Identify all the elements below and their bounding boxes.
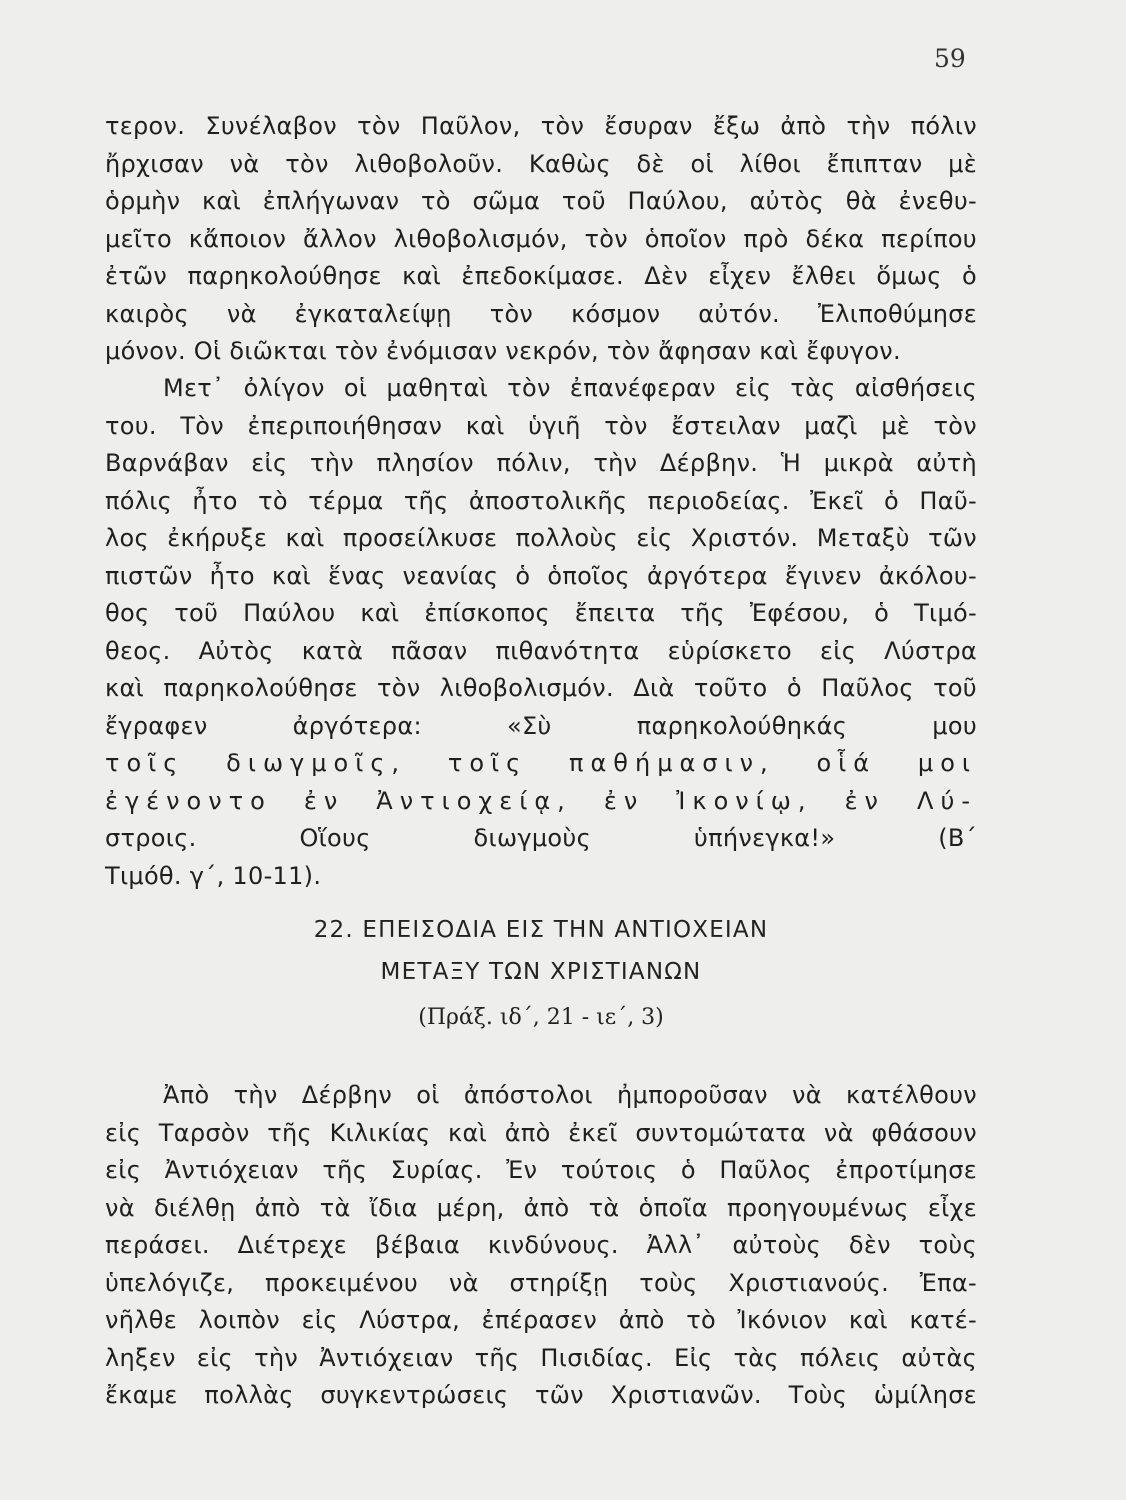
- text-line: λος ἐκήρυξε καὶ προσείλκυσε πολλοὺς εἰς Χριστόν. Μεταξὺ τῶν: [105, 524, 977, 552]
- text-line: ὁρμὴν καὶ ἐπλήγωναν τὸ σῶμα τοῦ Παύλου, αὐτὸς θὰ ἐνεθυ-: [105, 187, 977, 215]
- text-line: τερον. Συνέλαβον τὸν Παῦλον, τὸν ἔσυραν ἔξω ἀπὸ τὴν πόλιν: [105, 112, 977, 140]
- text-line: ληξεν εἰς τὴν Ἀντιόχειαν τῆς Πισιδίας. Εἰς τὰς πόλεις αὐτὰς: [105, 1343, 977, 1372]
- text-line: εἰς Ἀντιόχειαν τῆς Συρίας. Ἐν τούτοις ὁ Παῦλος ἐπροτίμησε: [105, 1156, 977, 1184]
- paragraph-1: [105, 108, 977, 371]
- paragraph-3: [105, 1077, 977, 1415]
- text-line: πόλις ἦτο τὸ τέρμα τῆς ἀποστολικῆς περιοδείας. Ἐκεῖ ὁ Παῦ-: [105, 486, 977, 515]
- text-line: νὰ διέλθῃ ἀπὸ τὰ ἴδια μέρη, ἀπὸ τὰ ὁποῖα προηγουμένως εἶχε: [105, 1193, 977, 1222]
- scripture-reference: (Πράξ. ιδ´, 21 - ιε´, 3): [418, 1005, 664, 1030]
- quote-line: στροις. Οἵους διωγμοὺς ὑπήνεγκα!» (Β´: [105, 824, 977, 852]
- text-line: Βαρνάβαν εἰς τὴν πλησίον πόλιν, τὴν Δέρβην. Ἡ μικρὰ αὐτὴ: [105, 449, 977, 477]
- section-heading: 22. ΕΠΕΙΣΟΔΙΑ ΕΙΣ ΤΗΝ ΑΝΤΙΟΧΕΙΑΝ: [313, 917, 769, 943]
- text-line: ἔκαμε πολλὰς συγκεντρώσεις τῶν Χριστιανῶν. Τοὺς ὡμίλησε: [105, 1381, 977, 1409]
- text-line: θος τοῦ Παύλου καὶ ἐπίσκοπος ἔπειτα τῆς Ἐφέσου, ὁ Τιμό-: [105, 599, 977, 627]
- text-line: πιστῶν ἦτο καὶ ἕνας νεανίας ὁ ὁποῖος ἀργότερα ἔγινεν ἀκόλου-: [105, 561, 977, 590]
- text-line: περάσει. Διέτρεχε βέβαια κινδύνους. Ἀλλ᾽ αὐτοὺς δὲν τοὺς: [105, 1231, 977, 1259]
- paragraph-2: [105, 370, 977, 895]
- text-line: καιρὸς νὰ ἐγκαταλείψῃ τὸν κόσμον αὐτόν. Ἐλιποθύμησε: [105, 299, 977, 328]
- text-line: μεῖτο κἄποιον ἄλλον λιθοβολισμόν, τὸν ὁποῖον πρὸ δέκα περίπου: [105, 224, 977, 253]
- text-line: νῆλθε λοιπὸν εἰς Λύστρα, ἐπέρασεν ἀπὸ τὸ Ἰκόνιον καὶ κατέ-: [105, 1306, 977, 1334]
- text-line: ἐτῶν παρηκολούθησε καὶ ἐπεδοκίμασε. Δὲν εἶχεν ἔλθει ὅμως ὁ: [105, 262, 977, 290]
- quote-line: τοῖς διωγμοῖς, τοῖς παθήμασιν, οἷά μοι: [105, 749, 977, 777]
- section-subheading: ΜΕΤΑΞΥ ΤΩΝ ΧΡΙΣΤΙΑΝΩΝ: [380, 959, 702, 985]
- quote-line: ἐγένοντο ἐν Ἀντιοχείᾳ, ἐν Ἰκονίῳ, ἐν Λύ-: [105, 786, 977, 815]
- text-line: Τιμόθ. γ´, 10-11).: [105, 861, 322, 890]
- text-line: Ἀπὸ τὴν Δέρβην οἱ ἀπόστολοι ἠμποροῦσαν νὰ κατέλθουν: [163, 1081, 977, 1109]
- text-line: μόνον. Οἱ διῶκται τὸν ἐνόμισαν νεκρόν, τὸν ἄφησαν καὶ ἔφυγον.: [105, 337, 901, 365]
- page-number: 59: [934, 44, 966, 73]
- text-line: εἰς Ταρσὸν τῆς Κιλικίας καὶ ἀπὸ ἐκεῖ συντομώτατα νὰ φθάσουν: [105, 1118, 977, 1147]
- text-line: ὑπελόγιζε, προκειμένου νὰ στηρίξῃ τοὺς Χριστιανούς. Ἐπα-: [105, 1268, 977, 1297]
- text-line: καὶ παρηκολούθησε τὸν λιθοβολισμόν. Διὰ τοῦτο ὁ Παῦλος τοῦ: [105, 674, 977, 702]
- text-line: θεος. Αὐτὸς κατὰ πᾶσαν πιθανότητα εὑρίσκετο εἰς Λύστρα: [105, 636, 977, 665]
- text-line: ἤρχισαν νὰ τὸν λιθοβολοῦν. Καθὼς δὲ οἱ λίθοι ἔπιπταν μὲ: [105, 149, 977, 178]
- text-line: Μετ᾽ ὀλίγον οἱ μαθηταὶ τὸν ἐπανέφεραν εἰς τὰς αἰσθήσεις: [163, 374, 977, 402]
- text-line: του. Τὸν ἐπεριποιήθησαν καὶ ὑγιῆ τὸν ἔστειλαν μαζὶ μὲ τὸν: [105, 411, 977, 440]
- quote-line: ἔγραφεν ἀργότερα: «Σὺ παρηκολούθηκάς μου: [105, 711, 977, 740]
